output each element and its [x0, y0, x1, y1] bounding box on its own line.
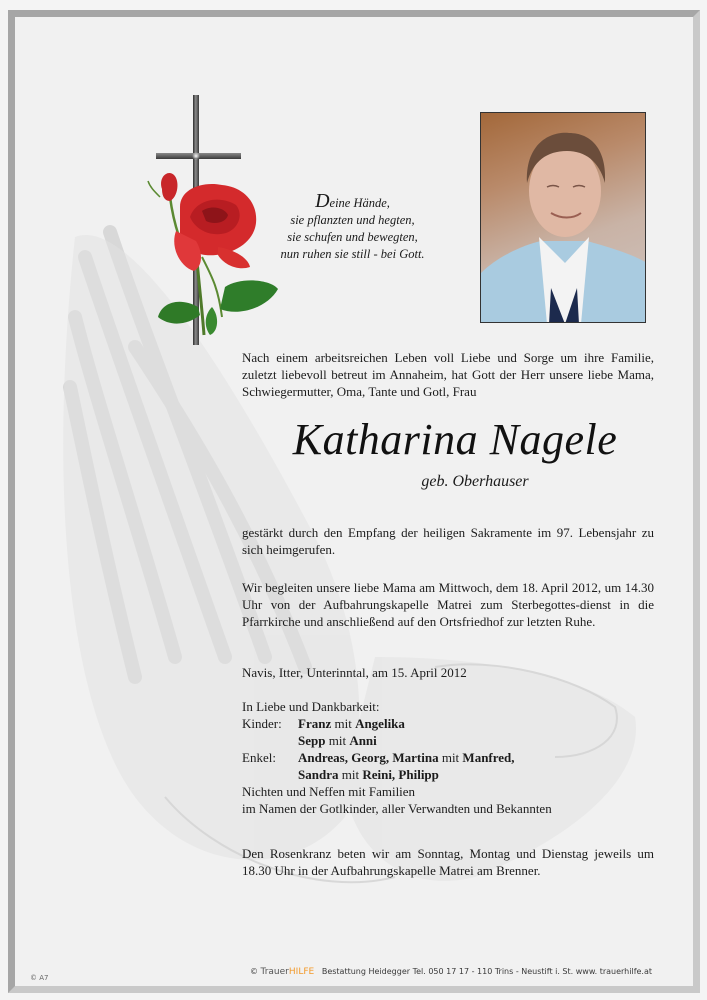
death-notice: gestärkt durch den Empfang der heiligen Sakramente im 97. Lebensjahr zu sich heimgerufen. — [242, 525, 654, 557]
obituary-sheet — [8, 10, 700, 993]
cross-sparkle — [192, 152, 200, 160]
rosary-paragraph: Den Rosenkranz beten wir am Sonntag, Montag und Dienstag jeweils um 18.30 Uhr in der Aufbahrungskapelle Matrei am Brenner. — [242, 846, 654, 878]
mourner-partner: Reini, Philipp — [362, 767, 439, 782]
mourner-with: mit — [328, 733, 347, 748]
portrait-photo — [480, 112, 646, 323]
mourner-with: mit — [441, 750, 460, 765]
deceased-name: Katharina Nagele — [292, 415, 618, 464]
mourner-name: Andreas, Georg, Martina — [298, 750, 439, 765]
mourners-heading: In Liebe und Dankbarkeit: — [242, 699, 380, 714]
mourner-name: Sepp — [298, 733, 326, 748]
grandchildren-row — [242, 766, 654, 783]
footer — [250, 967, 670, 977]
mourner-name: Franz — [298, 716, 332, 731]
footer-details: Bestattung Heidegger Tel. 050 17 17 - 110 Trins - Neustift i. St. www. trauerhilfe.at — [321, 967, 653, 976]
other-mourners: im Namen der Gotlkinder, aller Verwandten und Bekannten — [242, 801, 552, 816]
other-mourners: Nichten und Neffen mit Familien — [242, 784, 416, 799]
poem — [250, 190, 455, 263]
mourners-list — [242, 698, 654, 817]
maiden-name: geb. Oberhauser — [421, 473, 529, 490]
place-date: Navis, Itter, Unterinntal, am 15. April 2012 — [242, 665, 467, 680]
mourner-with: mit — [334, 716, 352, 731]
poem-line-1-rest: eine Hände, — [329, 196, 390, 210]
brand-logo-part2: HILFE — [288, 967, 315, 977]
mourner-with: mit — [341, 767, 360, 782]
poem-dropcap: D — [315, 190, 330, 212]
children-row — [242, 715, 654, 732]
mourner-name: Sandra — [298, 767, 339, 782]
mourner-partner: Manfred, — [462, 750, 515, 765]
corner-copyright: © A7 — [30, 974, 49, 982]
spacer — [242, 766, 298, 783]
children-label: Kinder: — [242, 716, 282, 731]
poem-line-1 — [250, 190, 455, 212]
grandchildren-label: Enkel: — [242, 750, 276, 765]
poem-line: nun ruhen sie still - bei Gott. — [280, 247, 425, 261]
mourner-partner: Angelika — [355, 716, 405, 731]
poem-line: sie pflanzten und hegten, — [290, 213, 415, 227]
portrait-image — [481, 113, 646, 323]
spacer — [242, 732, 298, 749]
mourner-partner: Anni — [349, 733, 377, 748]
children-row — [242, 732, 654, 749]
brand-logo-part1: Trauer — [260, 967, 289, 977]
poem-line: sie schufen und bewegten, — [287, 230, 418, 244]
funeral-paragraph: Wir begleiten unsere liebe Mama am Mittwoch, dem 18. April 2012, um 14.30 Uhr von der Aufbahrungskapelle Matrei zum Sterbegottes-dienst in die Pfarrkirche und anschließend auf den Ortsfriedhof zur letzten Ruhe. — [242, 580, 654, 629]
intro-paragraph: Nach einem arbeitsreichen Leben voll Liebe und Sorge um ihre Familie, zuletzt liebevoll betreut im Annaheim, hat Gott der Herr unsere liebe Mama, Schwiegermutter, Oma, Tante und Gotl, Frau — [242, 350, 654, 399]
copyright-symbol: © — [250, 967, 258, 976]
grandchildren-row — [242, 749, 654, 766]
